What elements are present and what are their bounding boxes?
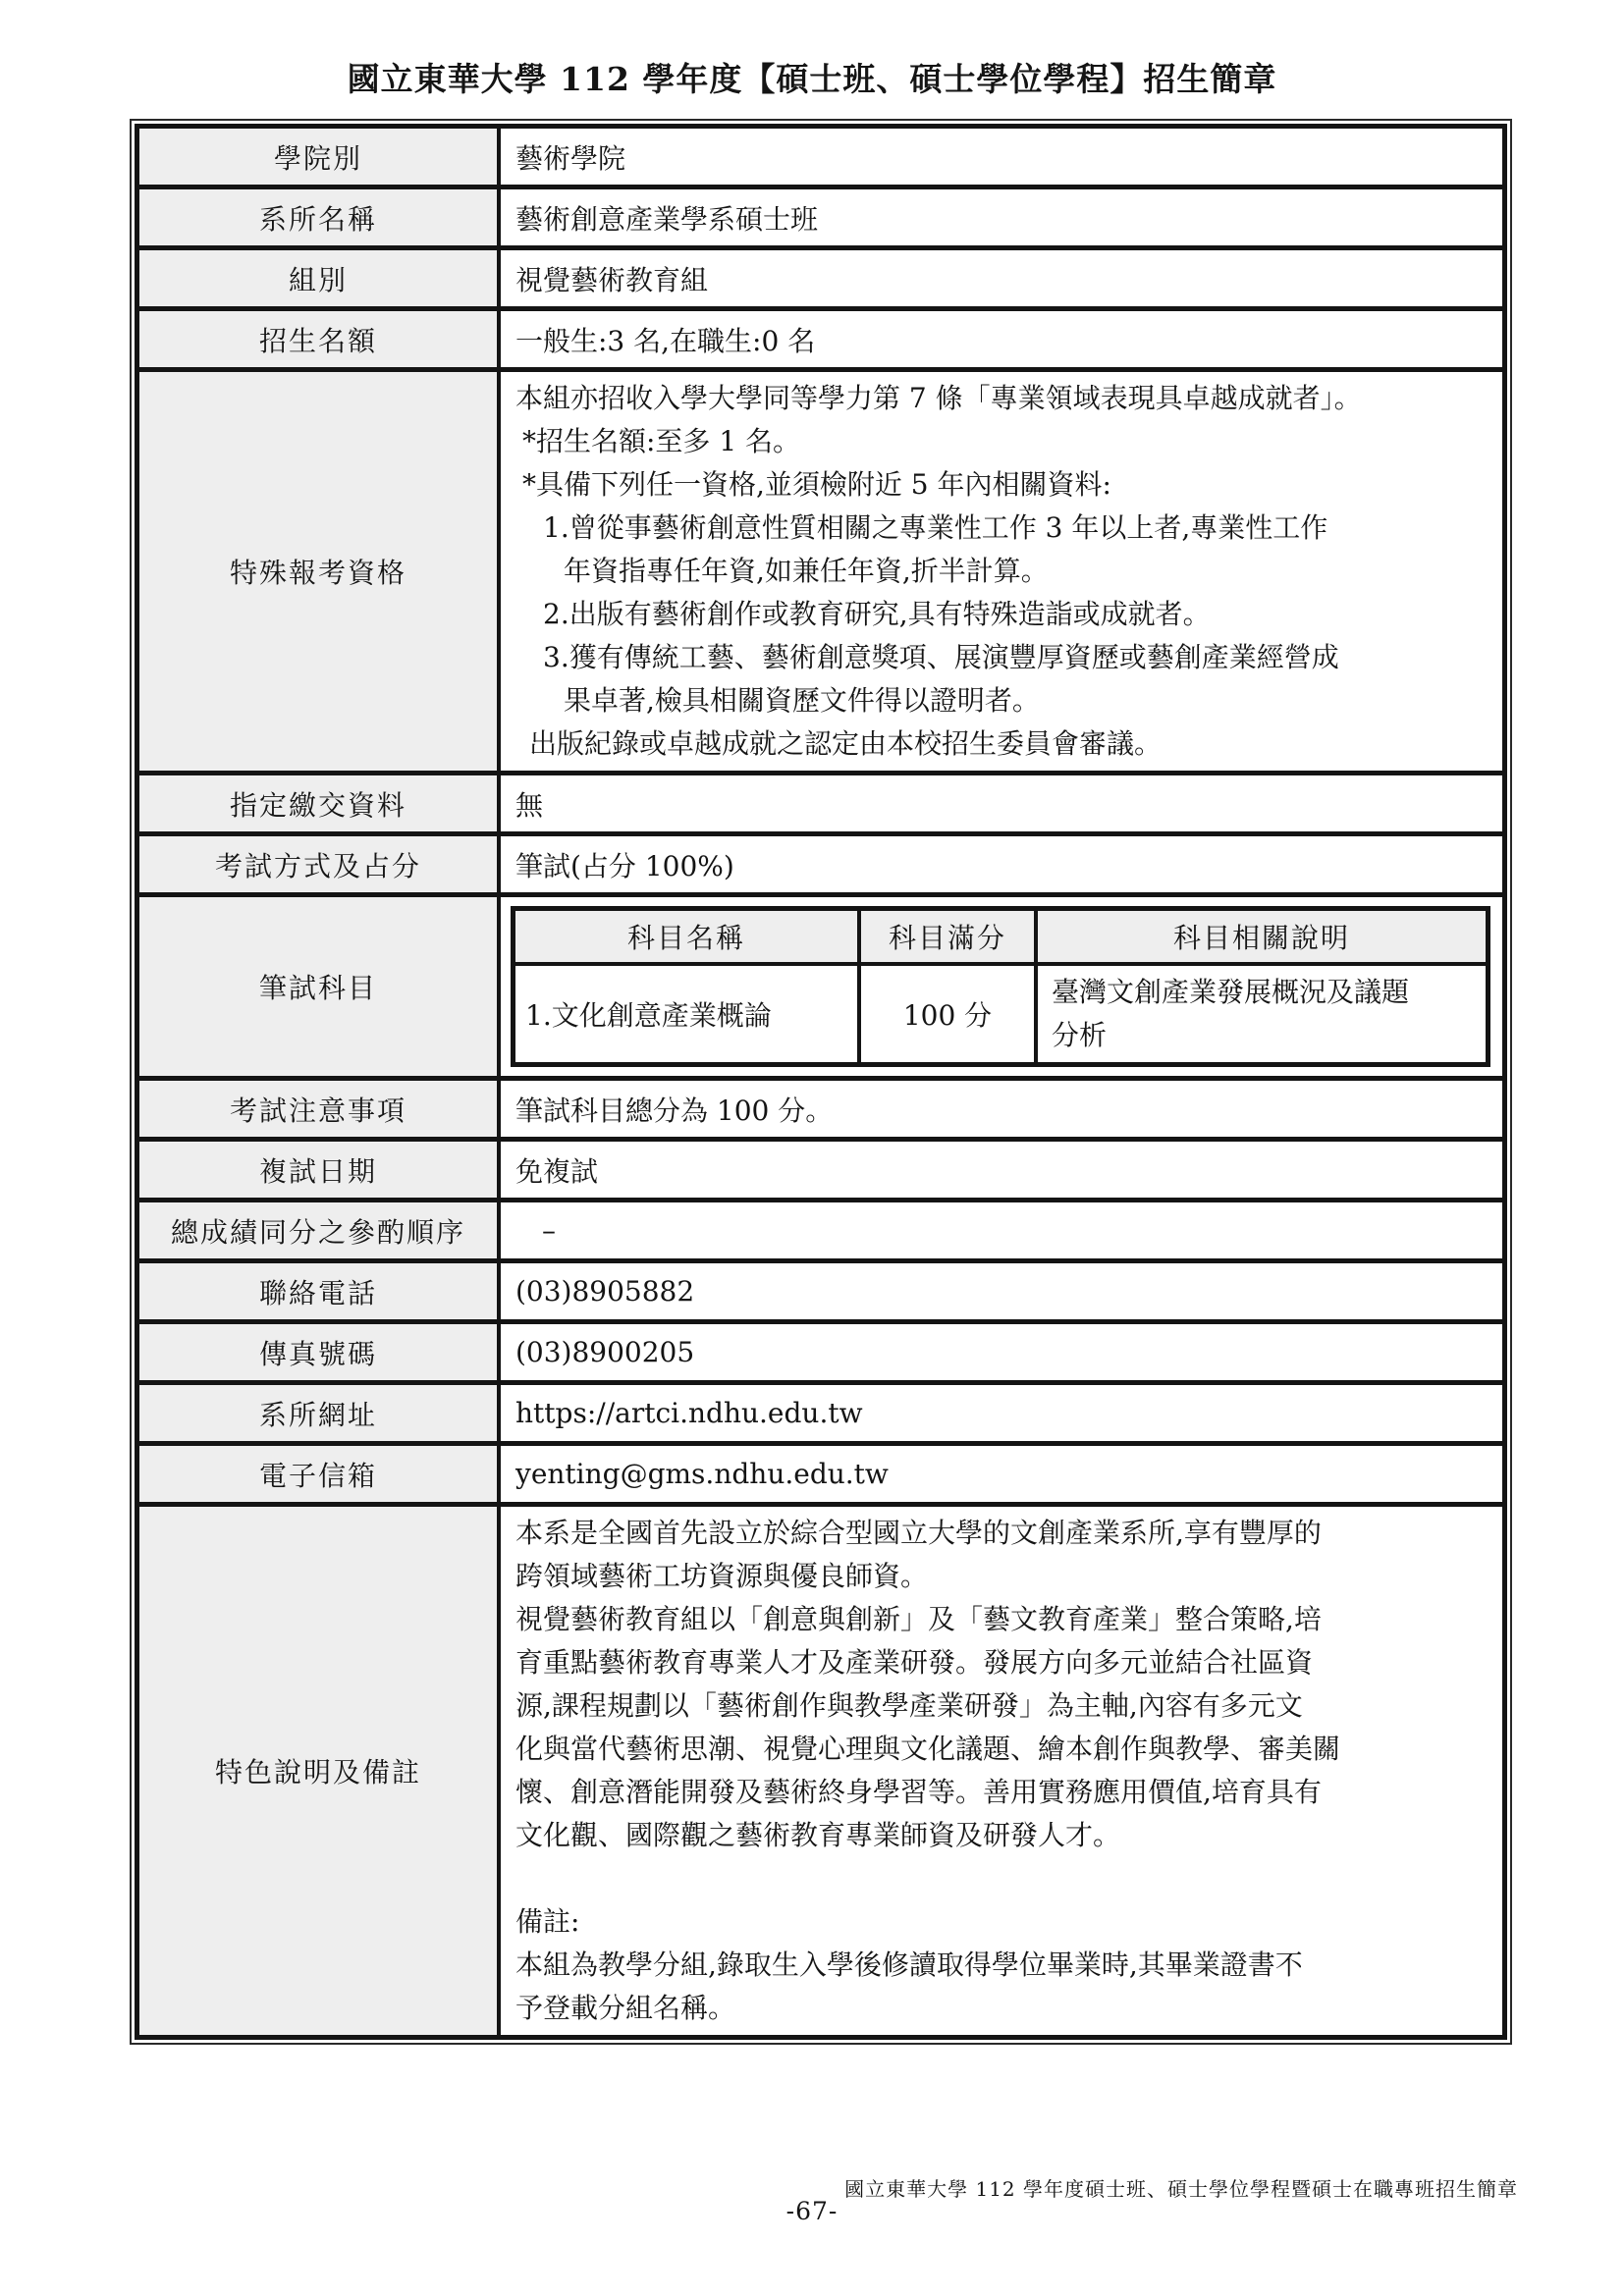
row-value bbox=[501, 1507, 1502, 2035]
footer-brochure-title: 國立東華大學 112 學年度碩士班、碩士學位學程暨碩士在職專班招生簡章 bbox=[844, 2177, 1518, 2201]
text-line: 文化觀、國際觀之藝術教育專業師資及研發人才。 bbox=[515, 1819, 1121, 1851]
exam-table-header-row bbox=[515, 911, 1486, 966]
table-row-department bbox=[139, 189, 1502, 250]
text-line bbox=[515, 1857, 1492, 1900]
exam-header-description: 科目相關說明 bbox=[1172, 922, 1350, 954]
row-label: 筆試科目 bbox=[139, 897, 501, 1076]
text-line: *具備下列任一資格,並須檢附近 5 年內相關資料: bbox=[522, 468, 1111, 501]
table-row-special-qualification bbox=[139, 372, 1502, 775]
row-label: 指定繳交資料 bbox=[139, 775, 501, 831]
text-line: 跨領域藝術工坊資源與優良師資。 bbox=[515, 1560, 929, 1592]
text-line: 化與當代藝術思潮、視覺心理與文化議題、繪本創作與教學、審美關 bbox=[515, 1733, 1341, 1765]
table-row-exam-notes bbox=[139, 1081, 1502, 1142]
text-line: 備註: bbox=[515, 1905, 580, 1938]
table-row-quota bbox=[139, 311, 1502, 372]
text-line: 1.曾從事藝術創意性質相關之專業性工作 3 年以上者,專業性工作 bbox=[543, 511, 1328, 544]
row-label: 特殊報考資格 bbox=[139, 372, 501, 771]
exam-subject-description bbox=[1038, 966, 1486, 1062]
row-label: 特色說明及備註 bbox=[139, 1507, 501, 2035]
text-line: 懷、創意潛能開發及藝術終身學習等。善用實務應用價值,培育具有 bbox=[515, 1776, 1322, 1808]
admission-info-table bbox=[135, 124, 1507, 2040]
exam-subtable-container bbox=[501, 897, 1502, 1076]
exam-table-data-row bbox=[515, 966, 1486, 1062]
text-line: 予登載分組名稱。 bbox=[515, 1992, 736, 2024]
text-line: 出版紀錄或卓越成就之認定由本校招生委員會審議。 bbox=[529, 727, 1163, 760]
exam-subject-name: 1.文化創意產業概論 bbox=[515, 966, 861, 1062]
row-value: 藝術學院 bbox=[515, 141, 626, 175]
table-row-required-documents bbox=[139, 775, 1502, 836]
text-line: 本系是全國首先設立於綜合型國立大學的文創產業系所,享有豐厚的 bbox=[515, 1517, 1322, 1549]
table-row-second-exam-date bbox=[139, 1142, 1502, 1202]
text-line: 視覺藝術教育組以「創意與創新」及「藝文教育產業」整合策略,培 bbox=[515, 1603, 1322, 1635]
row-value: (03)8905882 bbox=[515, 1275, 695, 1308]
row-value: (03)8900205 bbox=[515, 1336, 695, 1368]
row-label: 複試日期 bbox=[139, 1142, 501, 1198]
text-line: 年資指專任年資,如兼任年資,折半計算。 bbox=[564, 555, 1049, 587]
row-value: 筆試科目總分為 100 分。 bbox=[515, 1094, 834, 1127]
table-row-tiebreaker-order bbox=[139, 1202, 1502, 1263]
text-line: 3.獲有傳統工藝、藝術創意獎項、展演豐厚資歷或藝創產業經營成 bbox=[543, 641, 1339, 673]
table-row-contact-phone bbox=[139, 1263, 1502, 1324]
exam-header-score: 科目滿分 bbox=[861, 911, 1038, 962]
exam-subject-score: 100 分 bbox=[861, 966, 1038, 1062]
table-row-college bbox=[139, 129, 1502, 189]
row-label: 招生名額 bbox=[139, 311, 501, 367]
row-label: 傳真號碼 bbox=[139, 1324, 501, 1380]
table-row-department-website bbox=[139, 1385, 1502, 1446]
exam-subject-table bbox=[511, 906, 1490, 1067]
page-number: -67- bbox=[785, 2197, 839, 2225]
row-value: 視覺藝術教育組 bbox=[515, 263, 709, 296]
row-label: 學院別 bbox=[139, 129, 501, 185]
page-title: 國立東華大學 112 學年度【碩士班、碩士學位學程】招生簡章 bbox=[347, 60, 1277, 98]
row-label: 考試注意事項 bbox=[139, 1081, 501, 1137]
row-label: 考試方式及占分 bbox=[139, 836, 501, 892]
text-line: 本組亦招收入學大學同等學力第 7 條「專業領域表現具卓越成就者」。 bbox=[515, 382, 1362, 414]
row-value: 藝術創意產業學系碩士班 bbox=[515, 202, 819, 236]
row-label: 系所網址 bbox=[139, 1385, 501, 1441]
text-line: 2.出版有藝術創作或教育研究,具有特殊造詣或成就者。 bbox=[543, 598, 1211, 630]
text-line: 果卓著,檢具相關資歷文件得以證明者。 bbox=[564, 684, 1040, 717]
text-line: 分析 bbox=[1052, 1019, 1108, 1051]
row-label: 聯絡電話 bbox=[139, 1263, 501, 1319]
text-line: 臺灣文創產業發展概況及議題 bbox=[1052, 976, 1410, 1008]
exam-header-subject: 科目名稱 bbox=[515, 911, 861, 962]
row-label: 系所名稱 bbox=[139, 189, 501, 245]
text-line: 本組為教學分組,錄取生入學後修讀取得學位畢業時,其畢業證書不 bbox=[515, 1949, 1303, 1981]
row-label: 組別 bbox=[139, 250, 501, 306]
row-label: 電子信箱 bbox=[139, 1446, 501, 1502]
row-value bbox=[501, 372, 1502, 771]
table-row-written-exam-subjects bbox=[139, 897, 1502, 1081]
table-row-fax-number bbox=[139, 1324, 1502, 1385]
table-row-exam-method bbox=[139, 836, 1502, 897]
row-value: 一般生:3 名,在職生:0 名 bbox=[515, 324, 816, 357]
table-row-features-and-remarks bbox=[139, 1507, 1502, 2035]
row-value: 無 bbox=[515, 788, 544, 822]
table-row-group bbox=[139, 250, 1502, 311]
row-label: 總成績同分之參酌順序 bbox=[139, 1202, 501, 1258]
table-row-email bbox=[139, 1446, 1502, 1507]
department-website-url: https://artci.ndhu.edu.tw bbox=[515, 1397, 863, 1429]
row-value: – bbox=[542, 1214, 556, 1247]
text-line: 源,課程規劃以「藝術創作與教學產業研發」為主軸,內容有多元文 bbox=[515, 1689, 1303, 1722]
row-value: 筆試(占分 100%) bbox=[515, 849, 734, 882]
contact-email: yenting@gms.ndhu.edu.tw bbox=[515, 1458, 889, 1490]
row-value: 免複試 bbox=[515, 1154, 599, 1188]
text-line: *招生名額:至多 1 名。 bbox=[522, 425, 801, 457]
text-line: 育重點藝術教育專業人才及產業研發。發展方向多元並結合社區資 bbox=[515, 1646, 1314, 1679]
